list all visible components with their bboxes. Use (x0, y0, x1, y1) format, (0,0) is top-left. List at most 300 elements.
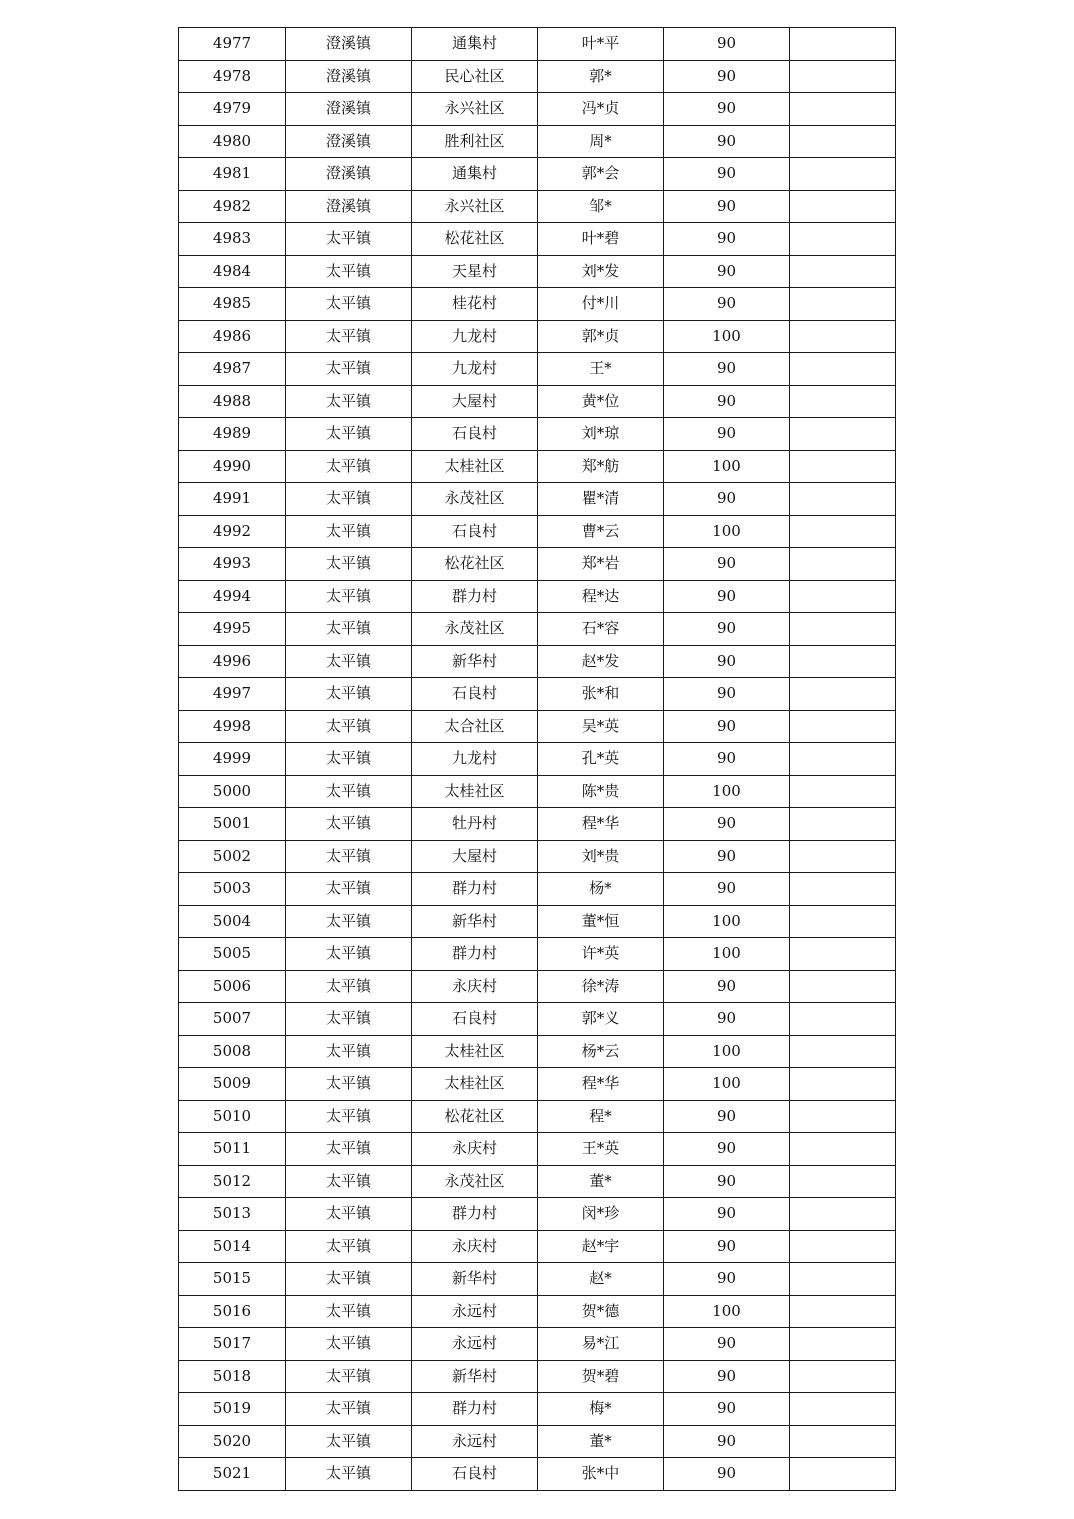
name-cell: 郭* (538, 60, 664, 93)
village-cell: 永茂社区 (412, 483, 538, 516)
village-cell: 松花社区 (412, 548, 538, 581)
name-cell: 赵*宇 (538, 1230, 664, 1263)
village-cell: 群力村 (412, 938, 538, 971)
row-number-cell: 4981 (179, 158, 286, 191)
score-cell: 90 (664, 645, 790, 678)
table-row (179, 580, 896, 613)
town-cell: 太平镇 (286, 645, 412, 678)
remark-cell (790, 28, 896, 61)
table-body (179, 28, 896, 1491)
town-cell: 太平镇 (286, 353, 412, 386)
table-row (179, 1360, 896, 1393)
row-number-cell: 4996 (179, 645, 286, 678)
remark-cell (790, 1295, 896, 1328)
row-number-cell: 4979 (179, 93, 286, 126)
score-cell: 90 (664, 1360, 790, 1393)
row-number-cell: 5005 (179, 938, 286, 971)
village-cell: 胜利社区 (412, 125, 538, 158)
town-cell: 澄溪镇 (286, 190, 412, 223)
score-cell: 100 (664, 450, 790, 483)
town-cell: 太平镇 (286, 1295, 412, 1328)
score-cell: 90 (664, 873, 790, 906)
score-cell: 90 (664, 353, 790, 386)
remark-cell (790, 1003, 896, 1036)
town-cell: 太平镇 (286, 515, 412, 548)
town-cell: 太平镇 (286, 1100, 412, 1133)
row-number-cell: 4986 (179, 320, 286, 353)
row-number-cell: 5021 (179, 1458, 286, 1491)
remark-cell (790, 483, 896, 516)
table-row (179, 873, 896, 906)
village-cell: 新华村 (412, 905, 538, 938)
table-row (179, 710, 896, 743)
remark-cell (790, 873, 896, 906)
remark-cell (790, 60, 896, 93)
name-cell: 冯*贞 (538, 93, 664, 126)
remark-cell (790, 938, 896, 971)
table-row (179, 1295, 896, 1328)
town-cell: 太平镇 (286, 385, 412, 418)
row-number-cell: 4992 (179, 515, 286, 548)
town-cell: 太平镇 (286, 1165, 412, 1198)
town-cell: 太平镇 (286, 613, 412, 646)
score-cell: 90 (664, 970, 790, 1003)
score-cell: 90 (664, 385, 790, 418)
table-row (179, 1458, 896, 1491)
remark-cell (790, 1393, 896, 1426)
score-cell: 90 (664, 1230, 790, 1263)
row-number-cell: 5006 (179, 970, 286, 1003)
name-cell: 闵*珍 (538, 1198, 664, 1231)
score-cell: 90 (664, 710, 790, 743)
town-cell: 太平镇 (286, 905, 412, 938)
score-cell: 100 (664, 320, 790, 353)
score-cell: 90 (664, 1425, 790, 1458)
village-cell: 通集村 (412, 28, 538, 61)
score-cell: 90 (664, 158, 790, 191)
name-cell: 陈*贵 (538, 775, 664, 808)
table-row (179, 1198, 896, 1231)
table-row (179, 678, 896, 711)
name-cell: 郑*舫 (538, 450, 664, 483)
score-cell: 90 (664, 60, 790, 93)
table-row (179, 905, 896, 938)
row-number-cell: 5013 (179, 1198, 286, 1231)
remark-cell (790, 580, 896, 613)
remark-cell (790, 288, 896, 321)
table-row (179, 28, 896, 61)
row-number-cell: 5017 (179, 1328, 286, 1361)
name-cell: 董*恒 (538, 905, 664, 938)
village-cell: 新华村 (412, 1360, 538, 1393)
name-cell: 刘*贵 (538, 840, 664, 873)
remark-cell (790, 1198, 896, 1231)
town-cell: 太平镇 (286, 223, 412, 256)
remark-cell (790, 1328, 896, 1361)
row-number-cell: 5008 (179, 1035, 286, 1068)
score-cell: 90 (664, 743, 790, 776)
name-cell: 付*川 (538, 288, 664, 321)
remark-cell (790, 645, 896, 678)
score-cell: 90 (664, 418, 790, 451)
row-number-cell: 4980 (179, 125, 286, 158)
row-number-cell: 5001 (179, 808, 286, 841)
name-cell: 杨* (538, 873, 664, 906)
remark-cell (790, 158, 896, 191)
row-number-cell: 4991 (179, 483, 286, 516)
name-cell: 张*和 (538, 678, 664, 711)
town-cell: 太平镇 (286, 938, 412, 971)
score-cell: 90 (664, 1458, 790, 1491)
village-cell: 松花社区 (412, 223, 538, 256)
village-cell: 群力村 (412, 873, 538, 906)
score-cell: 90 (664, 1133, 790, 1166)
name-cell: 曹*云 (538, 515, 664, 548)
table-row (179, 1393, 896, 1426)
name-cell: 程*达 (538, 580, 664, 613)
village-cell: 永茂社区 (412, 613, 538, 646)
name-cell: 刘*琼 (538, 418, 664, 451)
town-cell: 太平镇 (286, 288, 412, 321)
name-cell: 吴*英 (538, 710, 664, 743)
name-cell: 杨*云 (538, 1035, 664, 1068)
remark-cell (790, 385, 896, 418)
score-cell: 90 (664, 1263, 790, 1296)
town-cell: 太平镇 (286, 580, 412, 613)
row-number-cell: 4978 (179, 60, 286, 93)
name-cell: 孔*英 (538, 743, 664, 776)
village-cell: 石良村 (412, 515, 538, 548)
remark-cell (790, 743, 896, 776)
score-cell: 90 (664, 548, 790, 581)
town-cell: 太平镇 (286, 1425, 412, 1458)
row-number-cell: 5007 (179, 1003, 286, 1036)
village-cell: 永庆村 (412, 1230, 538, 1263)
remark-cell (790, 353, 896, 386)
row-number-cell: 4982 (179, 190, 286, 223)
table-row (179, 1328, 896, 1361)
row-number-cell: 5018 (179, 1360, 286, 1393)
village-cell: 石良村 (412, 1458, 538, 1491)
village-cell: 九龙村 (412, 320, 538, 353)
table-row (179, 840, 896, 873)
town-cell: 太平镇 (286, 1198, 412, 1231)
remark-cell (790, 1458, 896, 1491)
village-cell: 九龙村 (412, 743, 538, 776)
score-cell: 90 (664, 678, 790, 711)
row-number-cell: 4995 (179, 613, 286, 646)
remark-cell (790, 613, 896, 646)
remark-cell (790, 320, 896, 353)
table-row (179, 353, 896, 386)
name-cell: 易*江 (538, 1328, 664, 1361)
town-cell: 太平镇 (286, 743, 412, 776)
row-number-cell: 5016 (179, 1295, 286, 1328)
town-cell: 太平镇 (286, 1263, 412, 1296)
remark-cell (790, 1100, 896, 1133)
name-cell: 赵*发 (538, 645, 664, 678)
table-row (179, 320, 896, 353)
remark-cell (790, 1425, 896, 1458)
town-cell: 太平镇 (286, 970, 412, 1003)
name-cell: 张*中 (538, 1458, 664, 1491)
table-row (179, 60, 896, 93)
village-cell: 太桂社区 (412, 1068, 538, 1101)
name-cell: 郭*贞 (538, 320, 664, 353)
row-number-cell: 4994 (179, 580, 286, 613)
village-cell: 新华村 (412, 1263, 538, 1296)
town-cell: 太平镇 (286, 1133, 412, 1166)
name-cell: 贺*德 (538, 1295, 664, 1328)
name-cell: 徐*涛 (538, 970, 664, 1003)
village-cell: 石良村 (412, 678, 538, 711)
town-cell: 太平镇 (286, 450, 412, 483)
table-row (179, 1165, 896, 1198)
village-cell: 通集村 (412, 158, 538, 191)
town-cell: 太平镇 (286, 255, 412, 288)
row-number-cell: 5020 (179, 1425, 286, 1458)
town-cell: 太平镇 (286, 320, 412, 353)
score-cell: 90 (664, 125, 790, 158)
score-cell: 90 (664, 613, 790, 646)
town-cell: 太平镇 (286, 710, 412, 743)
remark-cell (790, 840, 896, 873)
table-row (179, 1263, 896, 1296)
name-cell: 郑*岩 (538, 548, 664, 581)
name-cell: 石*容 (538, 613, 664, 646)
table-row (179, 970, 896, 1003)
row-number-cell: 4999 (179, 743, 286, 776)
table-row (179, 775, 896, 808)
table-row (179, 548, 896, 581)
town-cell: 澄溪镇 (286, 158, 412, 191)
remark-cell (790, 1133, 896, 1166)
table-row (179, 93, 896, 126)
score-cell: 90 (664, 28, 790, 61)
town-cell: 太平镇 (286, 1068, 412, 1101)
score-cell: 100 (664, 515, 790, 548)
name-cell: 郭*会 (538, 158, 664, 191)
score-cell: 90 (664, 1165, 790, 1198)
village-cell: 桂花村 (412, 288, 538, 321)
table-row (179, 613, 896, 646)
remark-cell (790, 1263, 896, 1296)
town-cell: 太平镇 (286, 1393, 412, 1426)
town-cell: 太平镇 (286, 1328, 412, 1361)
remark-cell (790, 548, 896, 581)
name-cell: 周* (538, 125, 664, 158)
score-cell: 100 (664, 1035, 790, 1068)
town-cell: 太平镇 (286, 775, 412, 808)
row-number-cell: 5015 (179, 1263, 286, 1296)
name-cell: 瞿*清 (538, 483, 664, 516)
name-cell: 梅* (538, 1393, 664, 1426)
score-cell: 100 (664, 775, 790, 808)
table-row (179, 1230, 896, 1263)
table-row (179, 743, 896, 776)
name-cell: 赵* (538, 1263, 664, 1296)
town-cell: 太平镇 (286, 1035, 412, 1068)
score-cell: 90 (664, 580, 790, 613)
remark-cell (790, 450, 896, 483)
village-cell: 群力村 (412, 580, 538, 613)
row-number-cell: 4988 (179, 385, 286, 418)
row-number-cell: 4989 (179, 418, 286, 451)
table-row (179, 255, 896, 288)
table-row (179, 158, 896, 191)
village-cell: 永兴社区 (412, 190, 538, 223)
village-cell: 永远村 (412, 1295, 538, 1328)
row-number-cell: 5004 (179, 905, 286, 938)
score-cell: 90 (664, 288, 790, 321)
row-number-cell: 5012 (179, 1165, 286, 1198)
village-cell: 大屋村 (412, 385, 538, 418)
row-number-cell: 5019 (179, 1393, 286, 1426)
town-cell: 太平镇 (286, 678, 412, 711)
score-cell: 90 (664, 1198, 790, 1231)
row-number-cell: 5010 (179, 1100, 286, 1133)
score-cell: 90 (664, 1003, 790, 1036)
village-cell: 永兴社区 (412, 93, 538, 126)
score-cell: 90 (664, 840, 790, 873)
remark-cell (790, 93, 896, 126)
town-cell: 澄溪镇 (286, 28, 412, 61)
remark-cell (790, 515, 896, 548)
town-cell: 太平镇 (286, 840, 412, 873)
name-cell: 许*英 (538, 938, 664, 971)
remark-cell (790, 775, 896, 808)
name-cell: 程*华 (538, 808, 664, 841)
table-row (179, 385, 896, 418)
table-row (179, 450, 896, 483)
score-cell: 90 (664, 1328, 790, 1361)
remark-cell (790, 1165, 896, 1198)
name-cell: 叶*碧 (538, 223, 664, 256)
village-cell: 永远村 (412, 1425, 538, 1458)
town-cell: 太平镇 (286, 483, 412, 516)
village-cell: 牡丹村 (412, 808, 538, 841)
row-number-cell: 5000 (179, 775, 286, 808)
row-number-cell: 5003 (179, 873, 286, 906)
table-row (179, 645, 896, 678)
village-cell: 太桂社区 (412, 450, 538, 483)
score-cell: 90 (664, 483, 790, 516)
table-row (179, 190, 896, 223)
village-cell: 太桂社区 (412, 1035, 538, 1068)
name-cell: 叶*平 (538, 28, 664, 61)
village-cell: 民心社区 (412, 60, 538, 93)
table-row (179, 1133, 896, 1166)
score-cell: 100 (664, 938, 790, 971)
table-row (179, 223, 896, 256)
table-row (179, 808, 896, 841)
row-number-cell: 4983 (179, 223, 286, 256)
village-cell: 永远村 (412, 1328, 538, 1361)
village-cell: 永茂社区 (412, 1165, 538, 1198)
table-row (179, 288, 896, 321)
score-cell: 100 (664, 1068, 790, 1101)
row-number-cell: 4987 (179, 353, 286, 386)
score-cell: 90 (664, 255, 790, 288)
name-cell: 邹* (538, 190, 664, 223)
score-cell: 100 (664, 905, 790, 938)
score-cell: 90 (664, 1100, 790, 1133)
town-cell: 澄溪镇 (286, 60, 412, 93)
name-cell: 王* (538, 353, 664, 386)
name-cell: 董* (538, 1165, 664, 1198)
remark-cell (790, 223, 896, 256)
remark-cell (790, 1360, 896, 1393)
town-cell: 太平镇 (286, 1360, 412, 1393)
row-number-cell: 4993 (179, 548, 286, 581)
village-cell: 群力村 (412, 1393, 538, 1426)
village-cell: 永庆村 (412, 1133, 538, 1166)
village-cell: 松花社区 (412, 1100, 538, 1133)
remark-cell (790, 808, 896, 841)
remark-cell (790, 970, 896, 1003)
score-cell: 90 (664, 808, 790, 841)
remark-cell (790, 255, 896, 288)
row-number-cell: 4998 (179, 710, 286, 743)
table-row (179, 1003, 896, 1036)
village-cell: 永庆村 (412, 970, 538, 1003)
remark-cell (790, 1035, 896, 1068)
town-cell: 太平镇 (286, 1003, 412, 1036)
table-row (179, 483, 896, 516)
row-number-cell: 5009 (179, 1068, 286, 1101)
village-cell: 大屋村 (412, 840, 538, 873)
village-cell: 太桂社区 (412, 775, 538, 808)
table-row (179, 515, 896, 548)
name-cell: 黄*位 (538, 385, 664, 418)
row-number-cell: 4990 (179, 450, 286, 483)
name-cell: 郭*义 (538, 1003, 664, 1036)
name-cell: 程* (538, 1100, 664, 1133)
table-row (179, 125, 896, 158)
town-cell: 太平镇 (286, 808, 412, 841)
name-cell: 董* (538, 1425, 664, 1458)
table-row (179, 1100, 896, 1133)
table-row (179, 1068, 896, 1101)
name-cell: 刘*发 (538, 255, 664, 288)
table-row (179, 1035, 896, 1068)
name-cell: 王*英 (538, 1133, 664, 1166)
table-row (179, 1425, 896, 1458)
row-number-cell: 4985 (179, 288, 286, 321)
remark-cell (790, 1068, 896, 1101)
town-cell: 太平镇 (286, 873, 412, 906)
score-cell: 90 (664, 223, 790, 256)
score-cell: 90 (664, 1393, 790, 1426)
town-cell: 太平镇 (286, 1458, 412, 1491)
village-cell: 石良村 (412, 1003, 538, 1036)
table-row (179, 938, 896, 971)
row-number-cell: 5002 (179, 840, 286, 873)
village-cell: 新华村 (412, 645, 538, 678)
score-cell: 90 (664, 93, 790, 126)
row-number-cell: 4984 (179, 255, 286, 288)
remark-cell (790, 710, 896, 743)
row-number-cell: 5011 (179, 1133, 286, 1166)
remark-cell (790, 418, 896, 451)
town-cell: 太平镇 (286, 1230, 412, 1263)
remark-cell (790, 1230, 896, 1263)
town-cell: 澄溪镇 (286, 125, 412, 158)
remark-cell (790, 190, 896, 223)
town-cell: 太平镇 (286, 418, 412, 451)
name-cell: 贺*碧 (538, 1360, 664, 1393)
village-cell: 群力村 (412, 1198, 538, 1231)
